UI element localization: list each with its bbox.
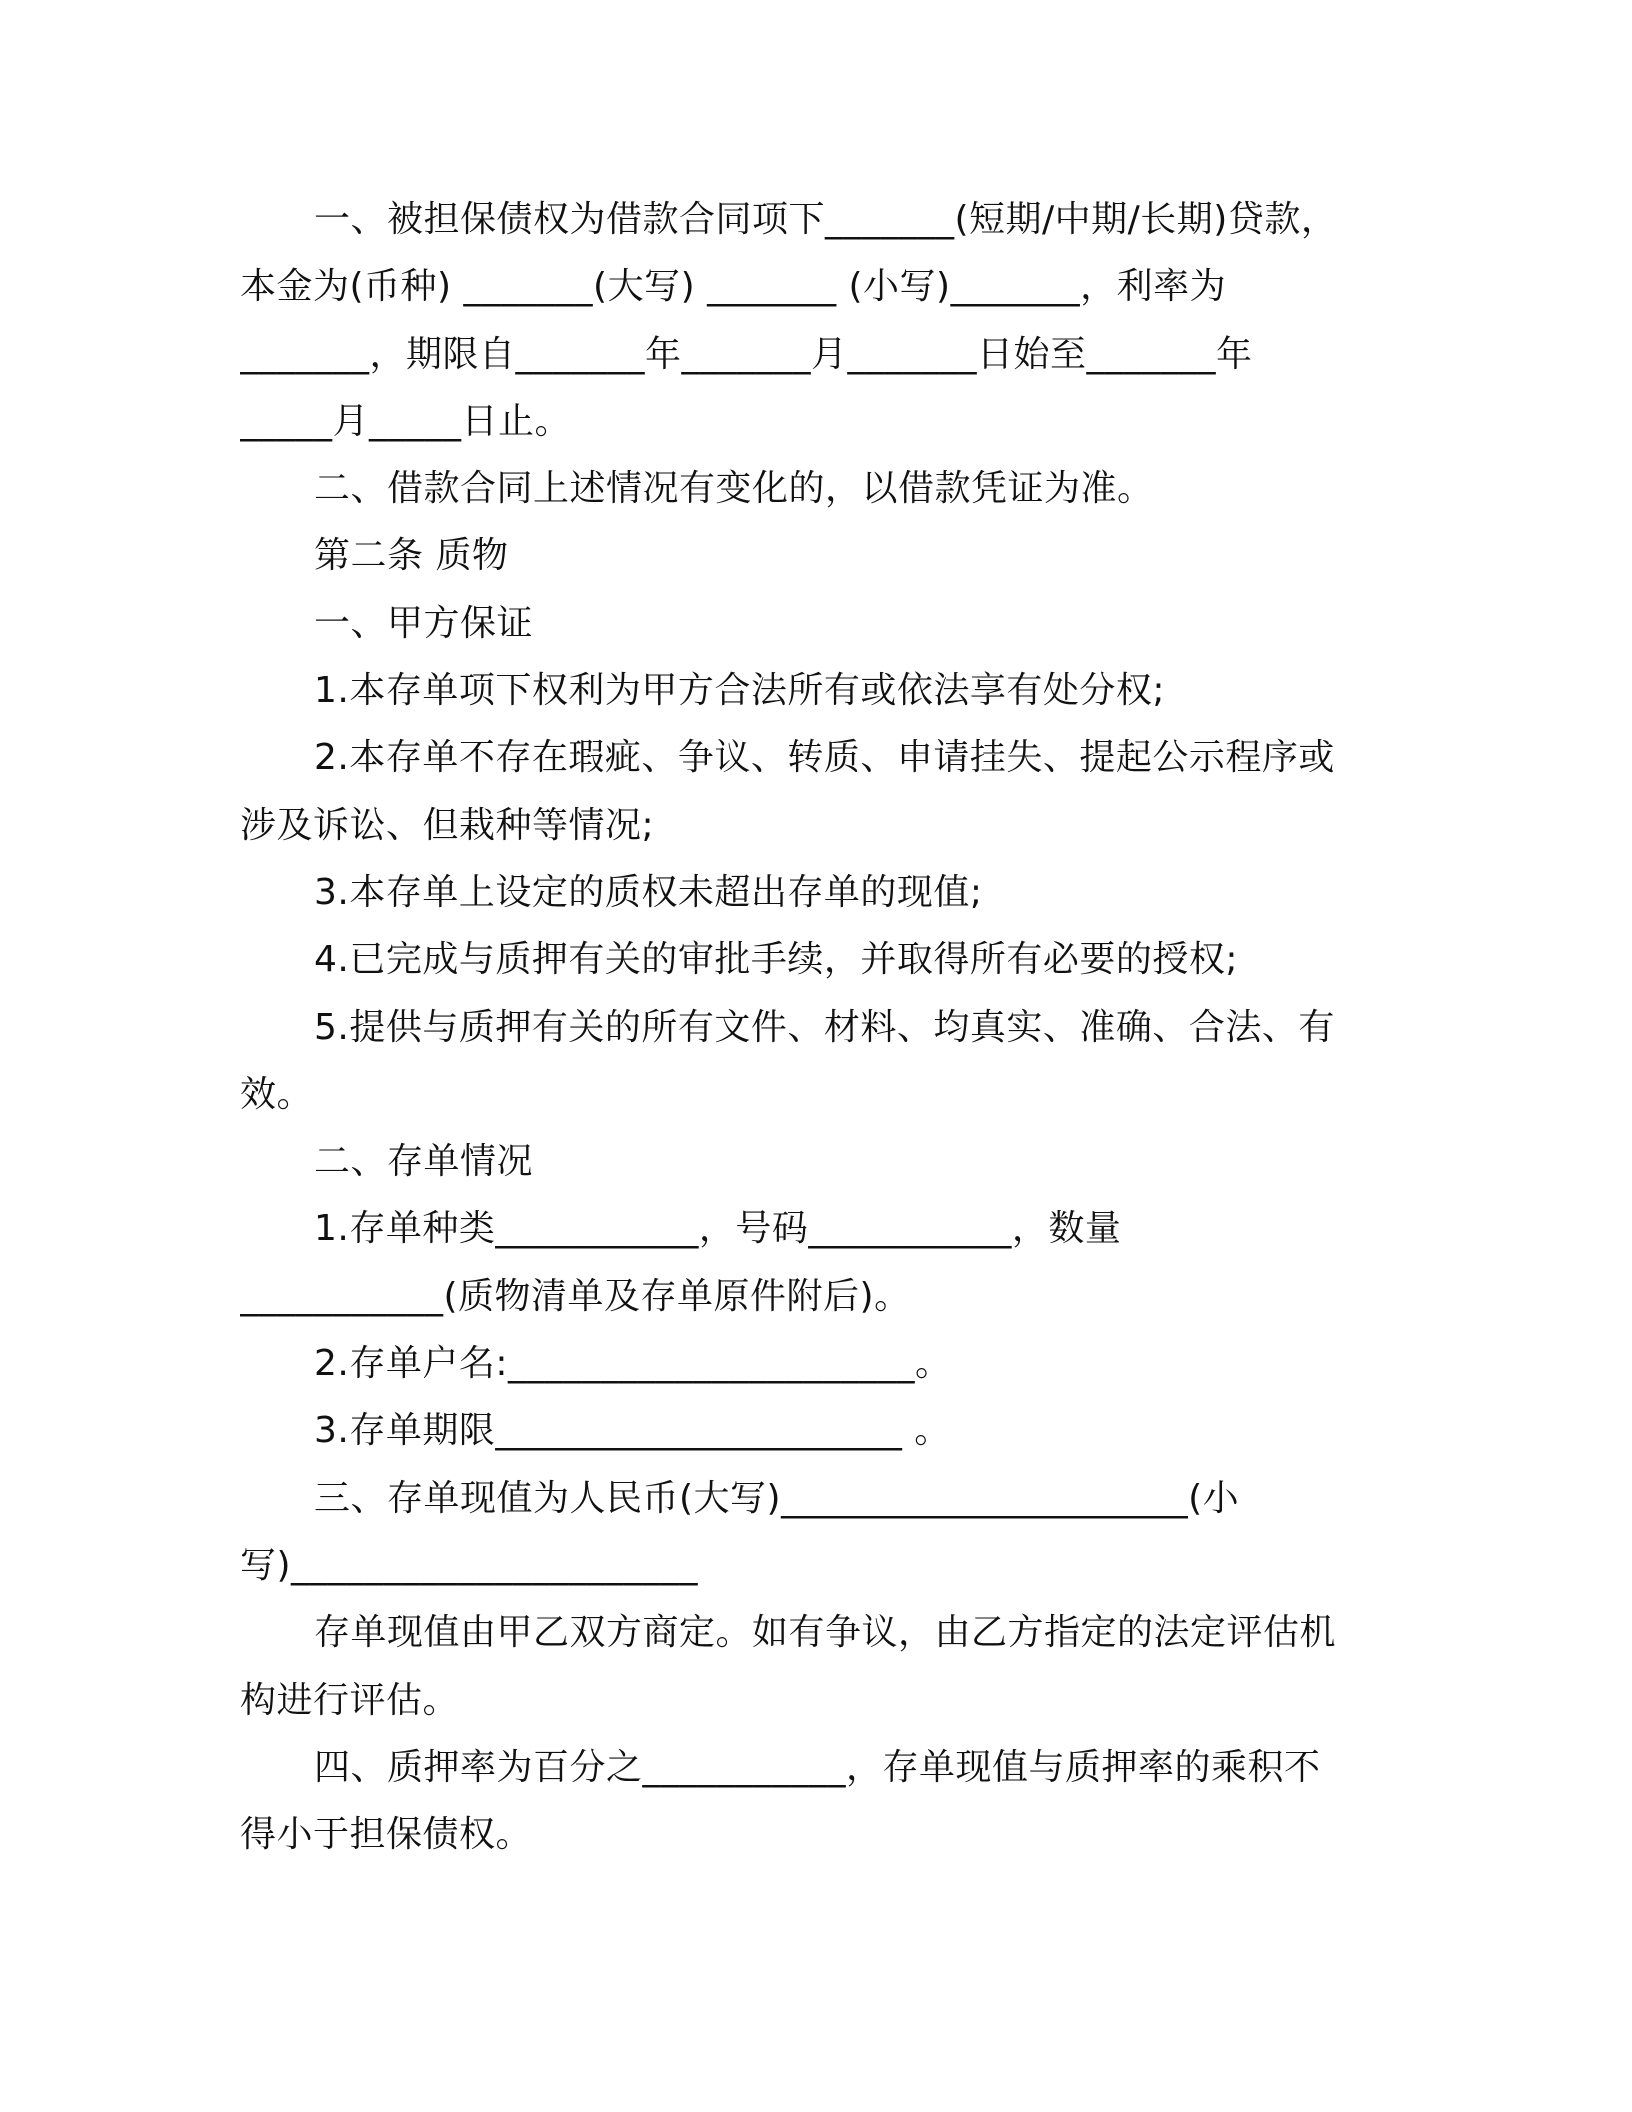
text-line: 写)______________________ [240,1544,699,1586]
text-line: 存单现值由甲乙双方商定。如有争议，由乙方指定的法定评估机 [314,1612,1337,1654]
section-heading: 第二条 质物 [314,535,509,577]
text-line: 2.存单户名:______________________。 [314,1343,952,1385]
text-line: 1.存单种类___________，号码___________，数量 [314,1208,1122,1250]
text-line: 效。 [240,1073,314,1115]
subsection-heading: 一、甲方保证 [314,602,534,644]
text-line: 1.本存单项下权利为甲方合法所有或依法享有处分权; [314,670,1165,712]
text-line: 本金为(币种) _______(大写) _______ (小写)_______，利率为 [240,266,1227,308]
text-line: 得小于担保债权。 [240,1814,533,1856]
text-line: 3.存单期限______________________ 。 [314,1410,951,1452]
text-line: 3.本存单上设定的质权未超出存单的现值; [314,871,983,913]
subsection-heading: 二、存单情况 [314,1141,534,1183]
text-line: 涉及诉讼、但栽种等情况; [240,804,655,846]
text-line: 2.本存单不存在瑕疵、争议、转质、申请挂失、提起公示程序或 [314,737,1335,779]
document-body [240,186,1364,1868]
text-line: _______，期限自_______年_______月_______日始至_______年 [240,333,1253,375]
text-line: _____月_____日止。 [240,400,572,442]
text-line: 三、存单现值为人民币(大写)______________________(小 [314,1477,1240,1519]
text-line: 二、借款合同上述情况有变化的，以借款凭证为准。 [314,468,1154,510]
text-line: ___________(质物清单及存单原件附后)。 [240,1275,911,1317]
text-line: 构进行评估。 [240,1679,460,1721]
text-line: 一、被担保债权为借款合同项下_______(短期/中期/长期)贷款， [314,199,1338,240]
text-line: 4.已完成与质押有关的审批手续，并取得所有必要的授权; [314,939,1238,981]
text-line: 四、质押率为百分之___________，存单现值与质押率的乘积不 [314,1746,1321,1788]
text-line: 5.提供与质押有关的所有文件、材料、均真实、准确、合法、有 [314,1006,1335,1048]
